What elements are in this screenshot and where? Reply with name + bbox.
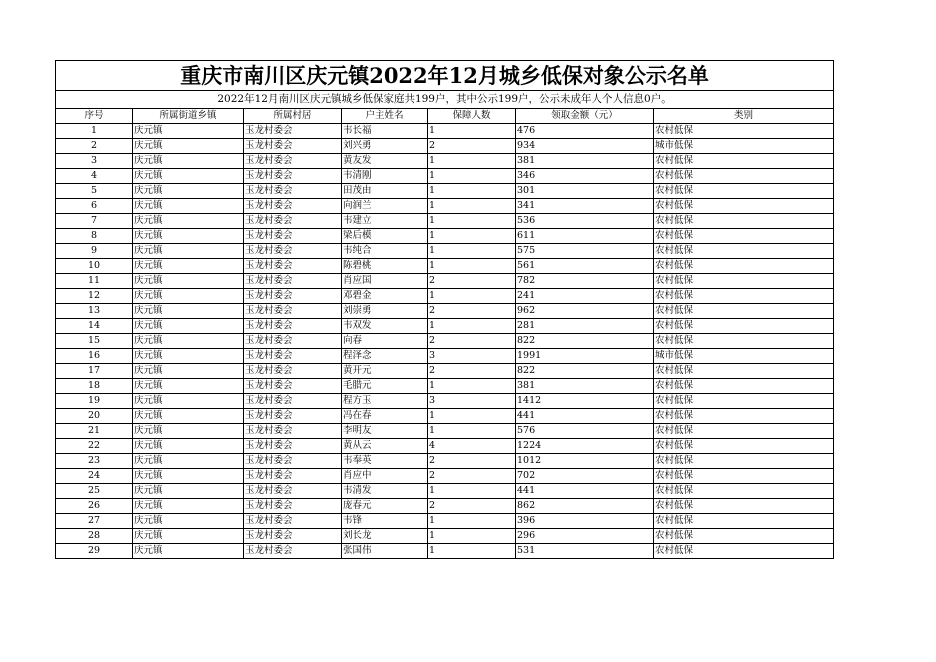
cell-index: 4 bbox=[56, 169, 133, 184]
cell-index: 25 bbox=[56, 484, 133, 499]
cell-index: 5 bbox=[56, 184, 133, 199]
cell-village: 玉龙村委会 bbox=[244, 244, 342, 259]
cell-township: 庆元镇 bbox=[133, 499, 244, 514]
cell-township: 庆元镇 bbox=[133, 529, 244, 544]
cell-township: 庆元镇 bbox=[133, 199, 244, 214]
cell-category: 农村低保 bbox=[654, 199, 834, 214]
cell-index: 29 bbox=[56, 544, 133, 559]
cell-category: 农村低保 bbox=[654, 454, 834, 469]
cell-category: 农村低保 bbox=[654, 529, 834, 544]
cell-category: 农村低保 bbox=[654, 469, 834, 484]
cell-category: 农村低保 bbox=[654, 379, 834, 394]
cell-village: 玉龙村委会 bbox=[244, 484, 342, 499]
table-row bbox=[56, 349, 834, 364]
table-row bbox=[56, 274, 834, 289]
cell-persons: 1 bbox=[428, 124, 516, 139]
cell-township: 庆元镇 bbox=[133, 244, 244, 259]
cell-householder: 韦长福 bbox=[342, 124, 428, 139]
cell-category: 农村低保 bbox=[654, 274, 834, 289]
cell-category: 农村低保 bbox=[654, 289, 834, 304]
cell-amount: 396 bbox=[516, 514, 654, 529]
cell-index: 6 bbox=[56, 199, 133, 214]
table-row bbox=[56, 184, 834, 199]
cell-householder: 陈碧桃 bbox=[342, 259, 428, 274]
cell-category: 农村低保 bbox=[654, 499, 834, 514]
cell-householder: 黄友发 bbox=[342, 154, 428, 169]
cell-village: 玉龙村委会 bbox=[244, 514, 342, 529]
cell-householder: 肖应中 bbox=[342, 469, 428, 484]
cell-amount: 822 bbox=[516, 334, 654, 349]
cell-amount: 341 bbox=[516, 199, 654, 214]
cell-township: 庆元镇 bbox=[133, 214, 244, 229]
cell-persons: 2 bbox=[428, 469, 516, 484]
table-row bbox=[56, 199, 834, 214]
cell-category: 农村低保 bbox=[654, 184, 834, 199]
cell-village: 玉龙村委会 bbox=[244, 409, 342, 424]
cell-township: 庆元镇 bbox=[133, 364, 244, 379]
table-row bbox=[56, 364, 834, 379]
cell-category: 农村低保 bbox=[654, 514, 834, 529]
cell-amount: 346 bbox=[516, 169, 654, 184]
header-index: 序号 bbox=[56, 109, 133, 124]
cell-village: 玉龙村委会 bbox=[244, 379, 342, 394]
cell-village: 玉龙村委会 bbox=[244, 319, 342, 334]
cell-persons: 1 bbox=[428, 244, 516, 259]
cell-householder: 向润兰 bbox=[342, 199, 428, 214]
cell-village: 玉龙村委会 bbox=[244, 544, 342, 559]
cell-persons: 1 bbox=[428, 544, 516, 559]
table-row bbox=[56, 169, 834, 184]
cell-amount: 1012 bbox=[516, 454, 654, 469]
table-row bbox=[56, 424, 834, 439]
cell-category: 农村低保 bbox=[654, 304, 834, 319]
cell-amount: 1412 bbox=[516, 394, 654, 409]
column-header-row bbox=[56, 109, 834, 124]
cell-householder: 庞春元 bbox=[342, 499, 428, 514]
header-village: 所属村居 bbox=[244, 109, 342, 124]
cell-householder: 韦清发 bbox=[342, 484, 428, 499]
cell-index: 8 bbox=[56, 229, 133, 244]
cell-amount: 575 bbox=[516, 244, 654, 259]
cell-township: 庆元镇 bbox=[133, 439, 244, 454]
cell-persons: 1 bbox=[428, 199, 516, 214]
table-row bbox=[56, 409, 834, 424]
cell-householder: 田茂由 bbox=[342, 184, 428, 199]
cell-persons: 4 bbox=[428, 439, 516, 454]
cell-township: 庆元镇 bbox=[133, 169, 244, 184]
cell-township: 庆元镇 bbox=[133, 334, 244, 349]
table-row bbox=[56, 544, 834, 559]
cell-village: 玉龙村委会 bbox=[244, 424, 342, 439]
cell-township: 庆元镇 bbox=[133, 484, 244, 499]
cell-index: 17 bbox=[56, 364, 133, 379]
cell-persons: 1 bbox=[428, 154, 516, 169]
cell-index: 16 bbox=[56, 349, 133, 364]
cell-amount: 241 bbox=[516, 289, 654, 304]
cell-persons: 1 bbox=[428, 529, 516, 544]
cell-persons: 1 bbox=[428, 259, 516, 274]
cell-householder: 黄开元 bbox=[342, 364, 428, 379]
cell-category: 城市低保 bbox=[654, 349, 834, 364]
cell-index: 10 bbox=[56, 259, 133, 274]
cell-amount: 702 bbox=[516, 469, 654, 484]
cell-township: 庆元镇 bbox=[133, 424, 244, 439]
cell-category: 农村低保 bbox=[654, 334, 834, 349]
cell-householder: 韦双发 bbox=[342, 319, 428, 334]
cell-index: 21 bbox=[56, 424, 133, 439]
cell-township: 庆元镇 bbox=[133, 139, 244, 154]
cell-index: 12 bbox=[56, 289, 133, 304]
cell-persons: 3 bbox=[428, 394, 516, 409]
table-row bbox=[56, 484, 834, 499]
cell-amount: 611 bbox=[516, 229, 654, 244]
table-row bbox=[56, 244, 834, 259]
cell-township: 庆元镇 bbox=[133, 544, 244, 559]
cell-township: 庆元镇 bbox=[133, 289, 244, 304]
cell-householder: 黄从云 bbox=[342, 439, 428, 454]
table-row bbox=[56, 304, 834, 319]
cell-village: 玉龙村委会 bbox=[244, 139, 342, 154]
cell-township: 庆元镇 bbox=[133, 229, 244, 244]
cell-category: 农村低保 bbox=[654, 484, 834, 499]
table-row bbox=[56, 229, 834, 244]
cell-index: 28 bbox=[56, 529, 133, 544]
table-row bbox=[56, 529, 834, 544]
cell-category: 农村低保 bbox=[654, 319, 834, 334]
table-row bbox=[56, 454, 834, 469]
cell-village: 玉龙村委会 bbox=[244, 499, 342, 514]
cell-township: 庆元镇 bbox=[133, 259, 244, 274]
table-row bbox=[56, 379, 834, 394]
cell-amount: 296 bbox=[516, 529, 654, 544]
roster-table bbox=[55, 60, 834, 559]
cell-householder: 李明友 bbox=[342, 424, 428, 439]
cell-amount: 862 bbox=[516, 499, 654, 514]
cell-persons: 1 bbox=[428, 514, 516, 529]
cell-village: 玉龙村委会 bbox=[244, 274, 342, 289]
cell-persons: 2 bbox=[428, 334, 516, 349]
cell-township: 庆元镇 bbox=[133, 319, 244, 334]
cell-persons: 1 bbox=[428, 169, 516, 184]
cell-persons: 2 bbox=[428, 499, 516, 514]
cell-householder: 韦纯合 bbox=[342, 244, 428, 259]
cell-householder: 刘兴勇 bbox=[342, 139, 428, 154]
cell-village: 玉龙村委会 bbox=[244, 394, 342, 409]
header-township: 所属街道乡镇 bbox=[133, 109, 244, 124]
cell-householder: 冯在春 bbox=[342, 409, 428, 424]
cell-persons: 3 bbox=[428, 349, 516, 364]
cell-village: 玉龙村委会 bbox=[244, 229, 342, 244]
cell-township: 庆元镇 bbox=[133, 124, 244, 139]
cell-village: 玉龙村委会 bbox=[244, 334, 342, 349]
cell-amount: 962 bbox=[516, 304, 654, 319]
cell-persons: 2 bbox=[428, 454, 516, 469]
cell-township: 庆元镇 bbox=[133, 274, 244, 289]
cell-village: 玉龙村委会 bbox=[244, 439, 342, 454]
cell-amount: 301 bbox=[516, 184, 654, 199]
cell-persons: 1 bbox=[428, 229, 516, 244]
table-row bbox=[56, 154, 834, 169]
cell-village: 玉龙村委会 bbox=[244, 349, 342, 364]
cell-category: 农村低保 bbox=[654, 154, 834, 169]
cell-village: 玉龙村委会 bbox=[244, 469, 342, 484]
cell-category: 城市低保 bbox=[654, 139, 834, 154]
header-category: 类别 bbox=[654, 109, 834, 124]
cell-persons: 2 bbox=[428, 139, 516, 154]
cell-township: 庆元镇 bbox=[133, 349, 244, 364]
cell-persons: 1 bbox=[428, 409, 516, 424]
cell-amount: 1991 bbox=[516, 349, 654, 364]
cell-category: 农村低保 bbox=[654, 229, 834, 244]
header-amount: 领取金额（元） bbox=[516, 109, 654, 124]
cell-category: 农村低保 bbox=[654, 544, 834, 559]
cell-index: 13 bbox=[56, 304, 133, 319]
cell-householder: 韦锋 bbox=[342, 514, 428, 529]
cell-index: 3 bbox=[56, 154, 133, 169]
cell-householder: 刘崇勇 bbox=[342, 304, 428, 319]
cell-index: 23 bbox=[56, 454, 133, 469]
cell-amount: 782 bbox=[516, 274, 654, 289]
cell-category: 农村低保 bbox=[654, 259, 834, 274]
cell-index: 11 bbox=[56, 274, 133, 289]
cell-township: 庆元镇 bbox=[133, 154, 244, 169]
cell-householder: 程泽念 bbox=[342, 349, 428, 364]
table-row bbox=[56, 439, 834, 454]
cell-householder: 邓碧金 bbox=[342, 289, 428, 304]
cell-village: 玉龙村委会 bbox=[244, 304, 342, 319]
cell-index: 18 bbox=[56, 379, 133, 394]
cell-householder: 程方玉 bbox=[342, 394, 428, 409]
cell-amount: 441 bbox=[516, 409, 654, 424]
cell-persons: 1 bbox=[428, 424, 516, 439]
cell-amount: 576 bbox=[516, 424, 654, 439]
table-row bbox=[56, 214, 834, 229]
cell-persons: 2 bbox=[428, 304, 516, 319]
cell-category: 农村低保 bbox=[654, 439, 834, 454]
cell-index: 9 bbox=[56, 244, 133, 259]
cell-persons: 1 bbox=[428, 289, 516, 304]
cell-amount: 476 bbox=[516, 124, 654, 139]
cell-amount: 1224 bbox=[516, 439, 654, 454]
cell-householder: 向春 bbox=[342, 334, 428, 349]
cell-persons: 1 bbox=[428, 379, 516, 394]
cell-category: 农村低保 bbox=[654, 124, 834, 139]
cell-category: 农村低保 bbox=[654, 409, 834, 424]
cell-category: 农村低保 bbox=[654, 364, 834, 379]
cell-category: 农村低保 bbox=[654, 169, 834, 184]
cell-index: 7 bbox=[56, 214, 133, 229]
cell-amount: 281 bbox=[516, 319, 654, 334]
table-row bbox=[56, 259, 834, 274]
cell-persons: 1 bbox=[428, 484, 516, 499]
cell-amount: 536 bbox=[516, 214, 654, 229]
cell-persons: 2 bbox=[428, 364, 516, 379]
cell-index: 19 bbox=[56, 394, 133, 409]
cell-category: 农村低保 bbox=[654, 214, 834, 229]
header-persons: 保障人数 bbox=[428, 109, 516, 124]
cell-township: 庆元镇 bbox=[133, 184, 244, 199]
cell-village: 玉龙村委会 bbox=[244, 289, 342, 304]
table-row bbox=[56, 499, 834, 514]
cell-persons: 1 bbox=[428, 184, 516, 199]
cell-village: 玉龙村委会 bbox=[244, 184, 342, 199]
page-title: 重庆市南川区庆元镇2022年12月城乡低保对象公示名单 bbox=[56, 61, 834, 91]
cell-householder: 韦奉英 bbox=[342, 454, 428, 469]
cell-amount: 561 bbox=[516, 259, 654, 274]
cell-persons: 1 bbox=[428, 319, 516, 334]
table-row bbox=[56, 124, 834, 139]
table-row bbox=[56, 514, 834, 529]
cell-index: 20 bbox=[56, 409, 133, 424]
table-row bbox=[56, 289, 834, 304]
cell-index: 22 bbox=[56, 439, 133, 454]
cell-village: 玉龙村委会 bbox=[244, 259, 342, 274]
table-row bbox=[56, 334, 834, 349]
cell-persons: 1 bbox=[428, 214, 516, 229]
cell-index: 2 bbox=[56, 139, 133, 154]
cell-category: 农村低保 bbox=[654, 244, 834, 259]
cell-householder: 肖应国 bbox=[342, 274, 428, 289]
cell-township: 庆元镇 bbox=[133, 469, 244, 484]
cell-amount: 934 bbox=[516, 139, 654, 154]
cell-village: 玉龙村委会 bbox=[244, 169, 342, 184]
cell-amount: 381 bbox=[516, 379, 654, 394]
cell-householder: 张国伟 bbox=[342, 544, 428, 559]
cell-township: 庆元镇 bbox=[133, 454, 244, 469]
cell-index: 14 bbox=[56, 319, 133, 334]
cell-category: 农村低保 bbox=[654, 424, 834, 439]
cell-township: 庆元镇 bbox=[133, 304, 244, 319]
cell-township: 庆元镇 bbox=[133, 394, 244, 409]
cell-amount: 531 bbox=[516, 544, 654, 559]
cell-village: 玉龙村委会 bbox=[244, 364, 342, 379]
cell-village: 玉龙村委会 bbox=[244, 214, 342, 229]
cell-amount: 381 bbox=[516, 154, 654, 169]
cell-index: 15 bbox=[56, 334, 133, 349]
cell-index: 1 bbox=[56, 124, 133, 139]
table-body bbox=[56, 124, 834, 559]
cell-township: 庆元镇 bbox=[133, 514, 244, 529]
table-row bbox=[56, 319, 834, 334]
cell-amount: 441 bbox=[516, 484, 654, 499]
cell-category: 农村低保 bbox=[654, 394, 834, 409]
cell-persons: 2 bbox=[428, 274, 516, 289]
cell-village: 玉龙村委会 bbox=[244, 199, 342, 214]
cell-index: 27 bbox=[56, 514, 133, 529]
table-row bbox=[56, 394, 834, 409]
cell-village: 玉龙村委会 bbox=[244, 154, 342, 169]
cell-village: 玉龙村委会 bbox=[244, 529, 342, 544]
cell-index: 26 bbox=[56, 499, 133, 514]
cell-township: 庆元镇 bbox=[133, 379, 244, 394]
cell-householder: 韦建立 bbox=[342, 214, 428, 229]
summary-line: 2022年12月南川区庆元镇城乡低保家庭共199户，其中公示199户，公示未成年人个人信息0户。 bbox=[56, 91, 834, 109]
cell-village: 玉龙村委会 bbox=[244, 124, 342, 139]
cell-village: 玉龙村委会 bbox=[244, 454, 342, 469]
table-row bbox=[56, 139, 834, 154]
table-row bbox=[56, 469, 834, 484]
header-householder: 户主姓名 bbox=[342, 109, 428, 124]
cell-township: 庆元镇 bbox=[133, 409, 244, 424]
cell-householder: 梁后模 bbox=[342, 229, 428, 244]
cell-index: 24 bbox=[56, 469, 133, 484]
cell-householder: 毛腊元 bbox=[342, 379, 428, 394]
cell-householder: 韦清刚 bbox=[342, 169, 428, 184]
cell-amount: 822 bbox=[516, 364, 654, 379]
cell-householder: 刘长龙 bbox=[342, 529, 428, 544]
